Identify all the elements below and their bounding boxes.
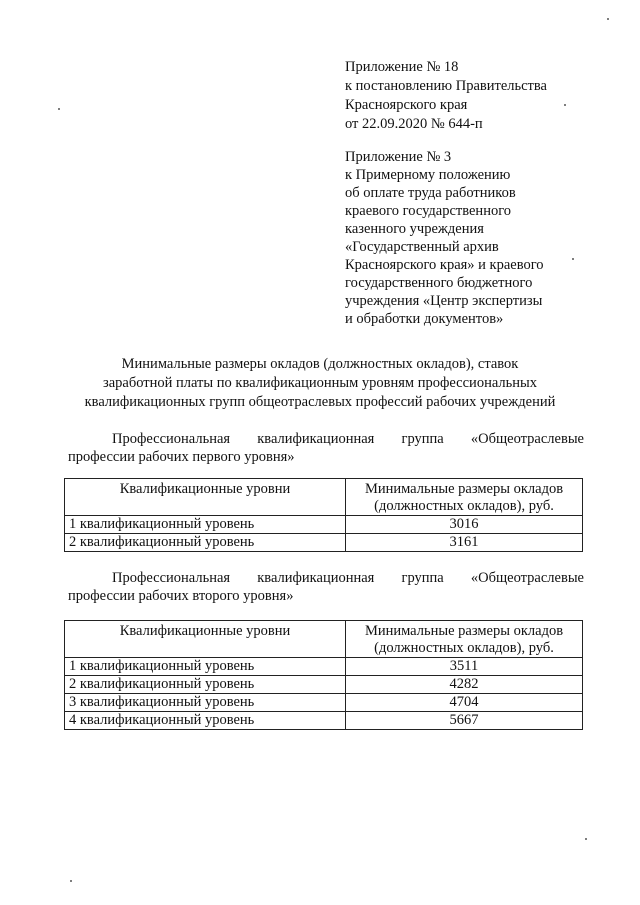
table-row [65,694,583,712]
document-title-line-2: заработной платы по квалификационным уровням профессиональных [102,375,537,391]
annex-line-1: Приложение № 18 [345,59,459,75]
scan-speck [585,838,587,840]
annex-line-4: от 22.09.2020 № 644-п [345,116,483,132]
level-cell: 4 квалификационный уровень [65,712,346,730]
level-cell: 2 квалификационный уровень [65,676,346,694]
col-header-salary [346,479,583,516]
group1-heading-word-1: Профессиональная [112,431,231,447]
annex2-line-7: Красноярского края» и краевого [345,257,544,273]
group2-heading-word-2: квалификационная [257,570,375,586]
level-cell: 1 квалификационный уровень [65,658,346,676]
scan-speck [70,880,72,882]
group1-heading-word-4: «Общеотраслевые [470,431,584,447]
salary-cell: 4282 [346,676,583,694]
group2-heading [68,569,584,587]
group1-heading [68,430,584,448]
col-header-salary [346,621,583,658]
group2-salary-table [64,620,583,730]
annex2-line-8: государственного бюджетного [345,275,533,291]
document-title-line-1: Минимальные размеры окладов (должностных окладов), ставок [121,356,519,372]
group2-heading-word-1: Профессиональная [112,570,231,586]
group2-heading-word-4: «Общеотраслевые [470,570,584,586]
scan-speck [572,258,574,260]
scan-speck [607,18,609,20]
group1-heading-word-3: группа [401,431,444,447]
group2-heading-line-2: профессии рабочих второго уровня» [68,588,294,604]
col-header-salary-line-1: Минимальные размеры окладов [364,623,564,639]
col-header-levels: Квалификационные уровни [65,621,346,658]
salary-cell: 3161 [346,534,583,552]
scan-speck [564,104,566,106]
annex-line-3: Красноярского края [345,97,468,113]
col-header-salary-line-2: (должностных окладов), руб. [374,498,554,514]
annex2-line-5: казенного учреждения [345,221,484,237]
table-row [65,658,583,676]
salary-cell: 5667 [346,712,583,730]
group1-heading-line-2: профессии рабочих первого уровня» [68,449,295,465]
table-row [65,534,583,552]
level-cell: 3 квалификационный уровень [65,694,346,712]
level-cell: 2 квалификационный уровень [65,534,346,552]
annex2-line-4: краевого государственного [345,203,512,219]
annex2-line-3: об оплате труда работников [345,185,516,201]
table-row [65,712,583,730]
table-header-row [65,479,583,516]
table-row [65,516,583,534]
salary-cell: 4704 [346,694,583,712]
group2-heading-word-3: группа [401,570,444,586]
scan-speck [58,108,60,110]
group1-salary-table [64,478,583,552]
group1-heading-word-2: квалификационная [257,431,375,447]
annex-line-2: к постановлению Правительства [345,78,547,94]
col-header-salary-line-2: (должностных окладов), руб. [374,640,554,656]
document-title-line-3: квалификационных групп общеотраслевых профессий рабочих учреждений [84,394,556,410]
level-cell: 1 квалификационный уровень [65,516,346,534]
annex2-line-9: учреждения «Центр экспертизы [345,293,543,309]
annex2-line-1: Приложение № 3 [345,149,452,165]
table-header-row [65,621,583,658]
salary-cell: 3016 [346,516,583,534]
annex2-line-2: к Примерному положению [345,167,511,183]
annex2-line-10: и обработки документов» [345,311,504,327]
col-header-levels: Квалификационные уровни [65,479,346,516]
annex2-line-6: «Государственный архив [345,239,499,255]
col-header-salary-line-1: Минимальные размеры окладов [364,481,564,497]
table-row [65,676,583,694]
salary-cell: 3511 [346,658,583,676]
